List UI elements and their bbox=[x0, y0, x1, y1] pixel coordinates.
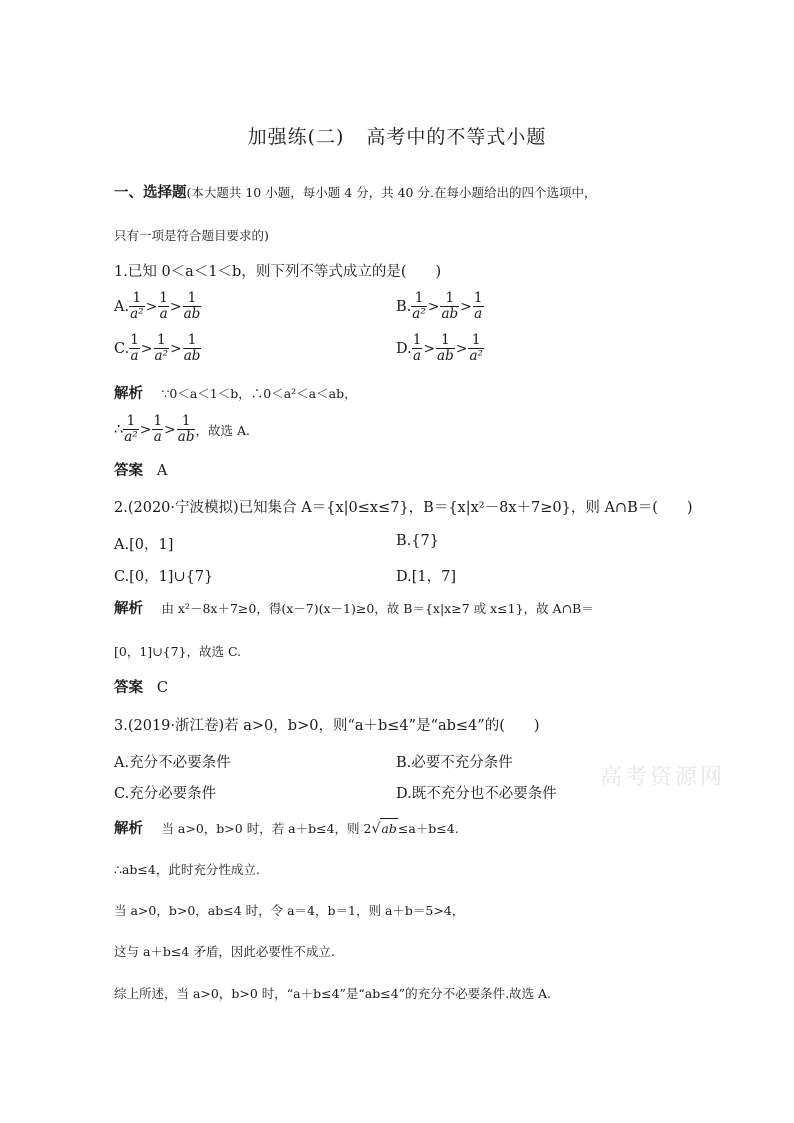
q3-option-c: C.充分必要条件 bbox=[114, 786, 217, 802]
title-left: 加强练(二) bbox=[247, 126, 345, 148]
watermark: 高考资源网 bbox=[600, 765, 726, 790]
analysis-label: 解析 bbox=[114, 385, 143, 402]
question-3-stem: 3.(2019·浙江卷)若 a>0，b>0，则“a＋b≤4”是“ab≤4”的( ) bbox=[114, 718, 540, 734]
answer-label: 答案 bbox=[114, 462, 143, 479]
q1-option-b: B. $\frac{1}{\text{a²}}$ > $\frac{1}{ab}$ > $\frac{1}{a}$ bbox=[396, 290, 483, 322]
q1-answer: 答案 A bbox=[114, 462, 168, 479]
q3-analysis-line-1: 解析 当 a>0，b>0 时，若 a＋b≤4，则 2√ab≤a＋b≤4. bbox=[114, 820, 459, 837]
title-right: 高考中的不等式小题 bbox=[366, 126, 547, 148]
q3-option-b: B.必要不充分条件 bbox=[396, 755, 513, 771]
q2-analysis-line-1: 解析 由 x²－8x＋7≥0，得(x－7)(x－1)≥0，故 B＝{x|x≥7 或 x≤1}，故 A∩B＝ bbox=[114, 600, 594, 617]
q3-option-d: D.既不充分也不必要条件 bbox=[396, 786, 557, 802]
q3-analysis-line-2: ∴ab≤4，此时充分性成立. bbox=[114, 862, 260, 877]
q2-answer: 答案 C bbox=[114, 679, 168, 696]
q2-option-d: D.[1，7] bbox=[396, 569, 456, 585]
q3-analysis-line-3: 当 a>0，b>0，ab≤4 时，令 a＝4，b＝1，则 a＋b＝5>4， bbox=[114, 903, 465, 918]
section-desc-1: (本大题共 10 小题，每小题 4 分，共 40 分.在每小题给出的四个选项中， bbox=[186, 185, 597, 200]
q2-option-a: A.[0，1] bbox=[114, 537, 174, 553]
question-2-stem: 2.(2020·宁波模拟)已知集合 A＝{x|0≤x≤7}，B＝{x|x²－8x＋7≥0}，则 A∩B＝( ) bbox=[114, 500, 693, 516]
q3-analysis-line-5: 综上所述，当 a>0，b>0 时，“a＋b≤4”是“ab≤4”的充分不必要条件.故选 A. bbox=[114, 986, 552, 1001]
q1-option-d: D. $\frac{1}{a}$ > $\frac{1}{ab}$ > $\frac{1}{\text{a²}}$ bbox=[396, 332, 483, 364]
q2-analysis-line-2: [0，1]∪{7}，故选 C. bbox=[114, 644, 242, 659]
q1-option-c: C. $\frac{1}{a}$ > $\frac{1}{\text{a²}}$ > $\frac{1}{ab}$ bbox=[114, 332, 201, 364]
section-heading-line bbox=[114, 183, 596, 203]
section-desc-2: 只有一项是符合题目要求的) bbox=[114, 228, 269, 243]
q3-analysis-line-4: 这与 a＋b≤4 矛盾，因此必要性不成立. bbox=[114, 944, 335, 959]
q1-option-a: A. $\frac{1}{\text{a²}}$ > $\frac{1}{a}$ > $\frac{1}{ab}$ bbox=[114, 290, 201, 322]
question-1-stem: 1.已知 0＜a＜1＜b，则下列不等式成立的是( ) bbox=[114, 264, 442, 280]
q2-option-b: B.{7} bbox=[396, 533, 439, 549]
section-heading: 一、选择题 bbox=[114, 184, 187, 201]
q3-option-a: A.充分不必要条件 bbox=[114, 755, 231, 771]
q1-analysis-line-1: 解析 ∵0＜a＜1＜b，∴0＜a²＜a＜ab， bbox=[114, 385, 357, 402]
q1-analysis-line-2: ∴ $\frac{1}{\text{a²}}$ > $\frac{1}{a}$ > $\frac{1}{ab}$ ，故选 A. bbox=[114, 413, 250, 445]
q2-option-c: C.[0，1]∪{7} bbox=[114, 569, 214, 585]
page-title bbox=[0, 122, 794, 149]
